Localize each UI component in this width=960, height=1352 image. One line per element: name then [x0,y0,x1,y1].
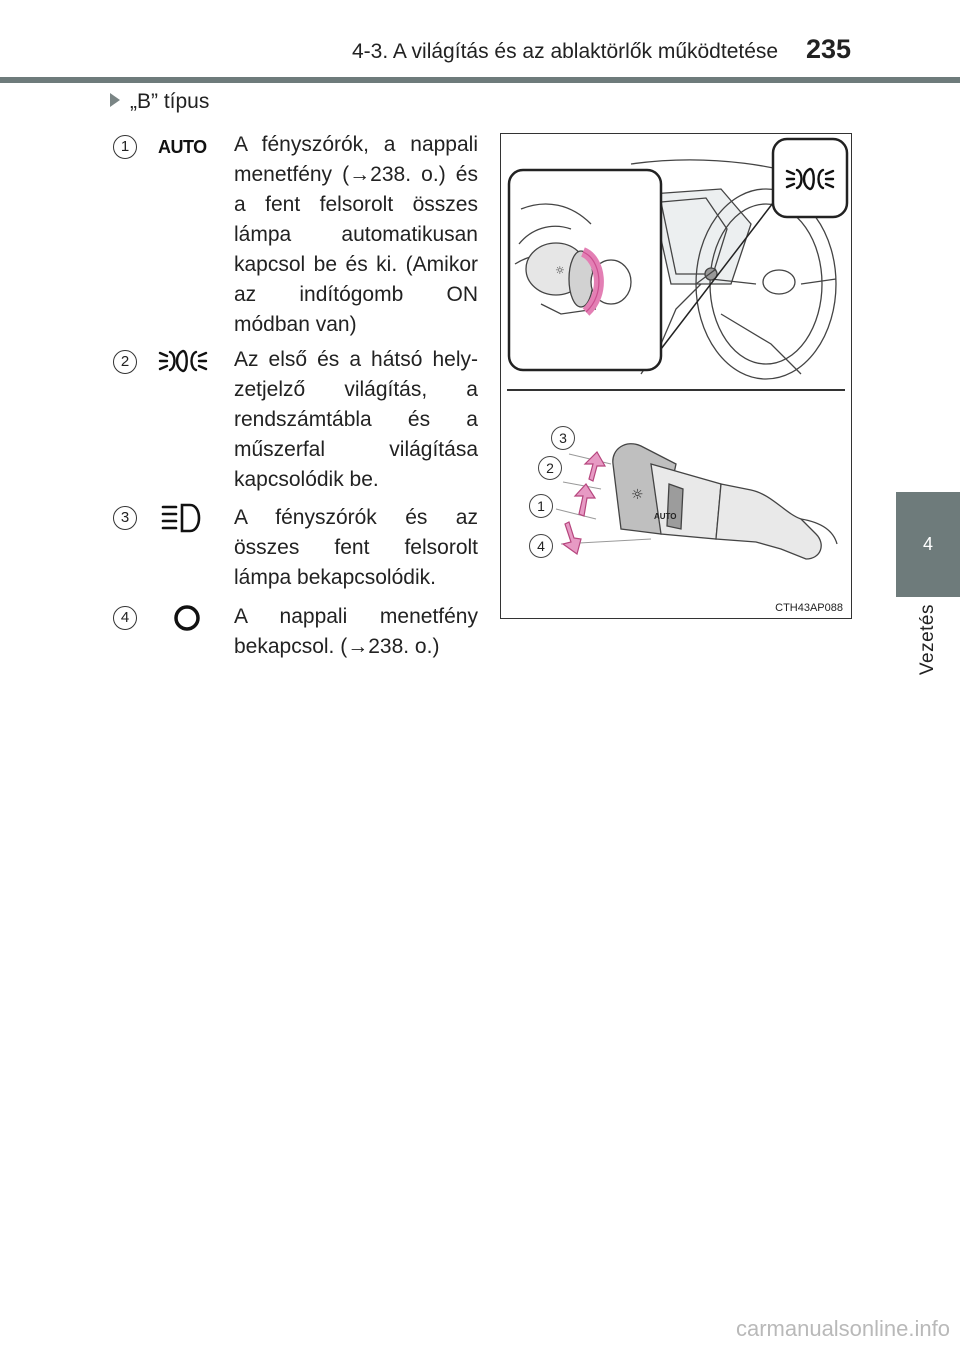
drl-circle-icon [172,603,202,633]
chapter-header-title: 4-3. A világítás és az ablaktörlők működtetése [352,40,779,63]
figure-callout-1: 1 [529,494,553,518]
position-lights-icon [158,346,208,376]
item-description: A nappali menetfény bekapcsol. (→238. o.) [234,605,478,658]
watermark: carmanualsonline.info [735,1316,950,1341]
item-description: A fényszórók és az összes fent felsorolt lámpa bekapcsolódik. [234,506,478,589]
svg-text:☼: ☼ [631,487,644,503]
headlight-switch-illustration [501,134,851,618]
figure-divider [507,389,845,391]
lever-auto-label: AUTO [654,512,677,521]
figure-callout-3: 3 [551,426,575,450]
item-number-badge: 3 [113,506,137,530]
item-number-badge: 2 [113,350,137,374]
item-number-badge: 1 [113,135,137,159]
side-tab-label: Vezetés [917,604,938,676]
section-heading-text: „B” típus [130,90,210,113]
item-description: A fényszórók, a nappali menetfény (→238. o.) és a fent felsorolt összes lámpa automatikusan kapcsol be és ki. (Amikor az indítógomb ON módban van) [234,133,478,336]
headlight-switch-figure [500,133,852,619]
svg-text:☼: ☼ [555,264,565,277]
auto-text-icon: AUTO [158,137,207,157]
chapter-side-tab [896,492,960,597]
figure-callout-4: 4 [529,534,553,558]
headlight-icon [160,502,206,534]
page-number: 235 [806,34,852,64]
figure-callout-2: 2 [538,456,562,480]
item-number-badge: 4 [113,606,137,630]
triangle-bullet-icon [110,93,120,107]
figure-code: CTH43AP088 [775,602,843,614]
side-tab-number: 4 [922,534,933,554]
header-rule [0,77,960,83]
section-heading [110,90,209,114]
item-description: Az első és a hátsó helyzetjelző világítás, a rendszámtábla és a műszerfal világítása kapcsolódik be. [234,348,478,491]
